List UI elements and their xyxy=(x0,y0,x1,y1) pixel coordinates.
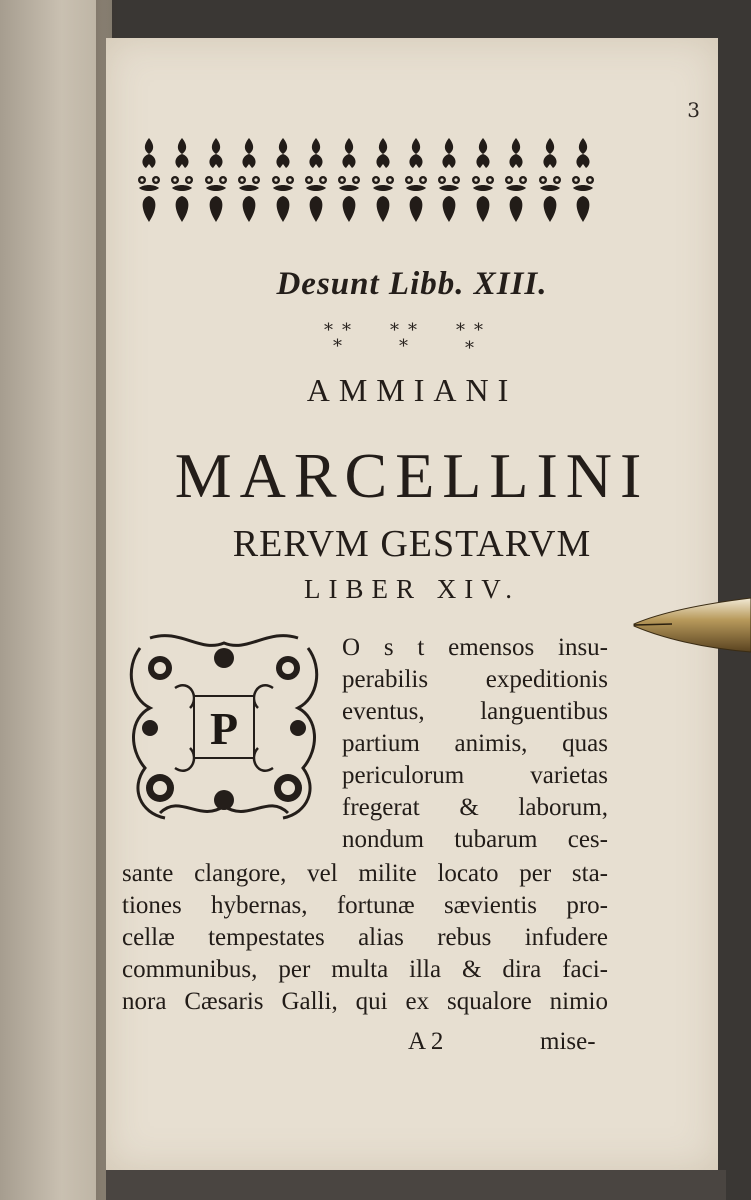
title-author-last: MARCELLINI xyxy=(174,440,650,511)
text-line: eventus, languentibus xyxy=(342,698,608,725)
missing-books-note: Desunt Libb. XIII. xyxy=(276,266,548,302)
text-line: perabilis expeditionis xyxy=(342,666,608,693)
page-stack-edge xyxy=(106,1170,726,1200)
title-author-first: AMMIANI xyxy=(306,372,518,408)
text-line: fregerat & laborum, xyxy=(342,794,608,821)
body-text xyxy=(106,38,718,1170)
text-line: partium animis, quas xyxy=(342,730,608,757)
svg-text:*: * xyxy=(399,336,408,357)
text-line: cellæ tempestates alias rebus infudere xyxy=(122,924,608,951)
svg-text:*: * xyxy=(456,320,465,341)
svg-text:*: * xyxy=(465,338,474,359)
svg-text:*: * xyxy=(474,320,483,341)
svg-text:*: * xyxy=(408,320,417,341)
text-line: periculorum varietas xyxy=(342,762,608,789)
text-line: O s t emensos insu- xyxy=(342,634,608,661)
text-line: nondum tubarum ces- xyxy=(342,826,608,853)
pen-icon xyxy=(632,590,751,660)
catchword: mise- xyxy=(540,1028,596,1055)
text-line: tiones hybernas, fortunæ sævientis pro- xyxy=(122,892,608,919)
title-book: LIBER XIV. xyxy=(303,574,520,604)
text-line: nora Cæsaris Galli, qui ex squalore nimio xyxy=(122,988,608,1015)
svg-text:*: * xyxy=(390,320,399,341)
page-number: 3 xyxy=(687,98,700,122)
signature-mark: A 2 xyxy=(408,1028,444,1055)
text-line: communibus, per multa illa & dira faci- xyxy=(122,956,608,983)
svg-text:*: * xyxy=(324,320,333,341)
title-work: RERVM GESTARVM xyxy=(232,523,592,565)
svg-text:*: * xyxy=(333,336,342,357)
initial-letter: P xyxy=(209,703,239,754)
book-page xyxy=(106,38,718,1170)
svg-text:*: * xyxy=(342,320,351,341)
text-line: sante clangore, vel milite locato per sta- xyxy=(122,860,608,887)
